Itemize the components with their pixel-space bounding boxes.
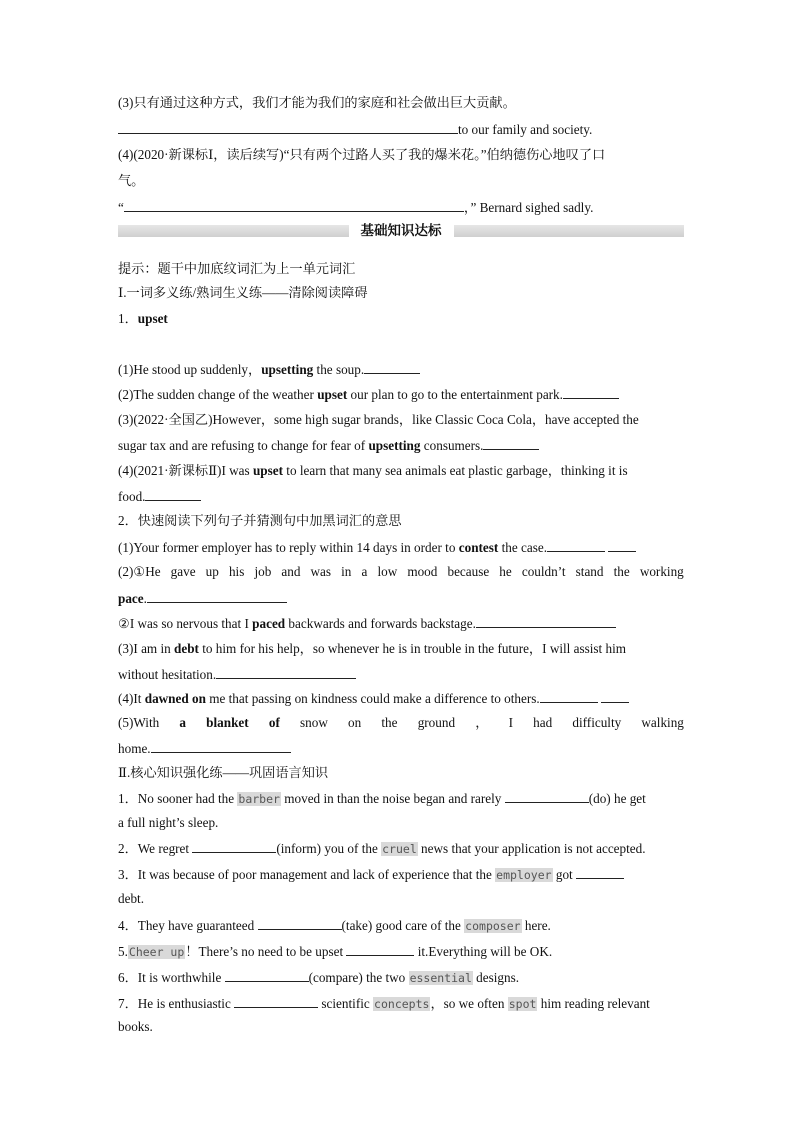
word: his [228,564,245,579]
p2-question-2: 2．We regret (inform) you of the cruel news that your application is not accepted. [118,841,646,856]
word: because [447,564,490,579]
word: a [361,564,368,579]
q1-sentence-4: (4)(2021·新课标Ⅱ)I was upset to learn that many sea animals eat plastic garbage，thinking it is [118,463,628,478]
answer-blank[interactable] [118,120,458,134]
p2-question-3-cont: debt. [118,891,145,906]
answer-blank[interactable] [505,789,589,803]
word: job [254,564,272,579]
word: ground [417,715,456,730]
word: had [533,715,553,730]
answer-blank[interactable] [147,589,287,603]
item-4-answer-line: “ ，” Bernard sighed sadly. [118,200,594,215]
word: the [381,715,398,730]
vocab-highlight: essential [409,971,472,985]
word: I [508,715,513,730]
part-1-heading: Ⅰ.一词多义练/熟词生义练——清除阅读障碍 [118,285,368,300]
answer-blank[interactable] [483,436,539,450]
word: he [499,564,512,579]
section-title: 基础知识达标 [349,223,454,239]
word: gave [170,564,196,579]
answer-blank[interactable] [540,689,598,703]
vocab-highlight: spot [508,997,537,1011]
word: difficulty [572,715,622,730]
answer-blank[interactable] [476,614,616,628]
word: (5)With [118,715,160,730]
word: in [341,564,352,579]
answer-blank[interactable] [151,739,291,753]
word: working [639,564,684,579]
p2-question-6: 6．It is worthwhile (compare) the two essential designs. [118,970,520,985]
q1-sentence-4-cont: food. [118,487,201,506]
answer-blank[interactable] [601,689,629,703]
answer-blank[interactable] [364,360,420,374]
p2-question-1: 1．No sooner had the barber moved in than the noise began and rarely (do) he get [118,791,646,806]
vocab-highlight: composer [465,919,521,933]
p2-question-7-cont: books. [118,1019,153,1034]
p2-question-7: 7．He is enthusiastic scientific concepts，so we often spot him reading relevant [118,996,650,1011]
answer-blank[interactable] [258,916,342,930]
q2-sentence-5-cont: home. [118,739,291,758]
part-2-heading: Ⅱ.核心知识强化练——巩固语言知识 [118,765,329,780]
q2-sentence-5 [118,714,684,732]
vocab-highlight: barber [238,792,280,806]
q2-sentence-2 [118,563,684,581]
item-3-prompt: (3)只有通过这种方式，我们才能为我们的家庭和社会做出巨大贡献。 [118,95,516,110]
answer-blank[interactable] [346,942,414,956]
q2-sentence-1: (1)Your former employer has to reply within 14 days in order to contest the case. [118,538,636,557]
q2-sentence-2-cont: pace. [118,589,287,608]
word: couldn’t [521,564,566,579]
answer-blank[interactable] [192,839,276,853]
answer-blank[interactable] [145,487,201,501]
q2-sentence-3: (3)I am in debt to him for his help，so whenever he is in trouble in the future，I will assist him [118,641,627,656]
q2-sentence-2b: ②I was so nervous that I paced backwards and forwards backstage. [118,614,616,633]
word: walking [641,715,684,730]
word: and [281,564,301,579]
word: the [613,564,630,579]
answer-blank[interactable] [216,665,356,679]
p2-question-5: 5.Cheer up！There’s no need to be upset it.Everything will be OK. [118,944,553,959]
q1-sentence-1: (1)He stood up suddenly，upsetting the soup. [118,360,420,379]
q2-sentence-3-cont: without hesitation. [118,665,356,684]
item-4-prompt-cont: 气。 [118,173,145,188]
answer-blank[interactable] [225,968,309,982]
q1-sentence-2: (2)The sudden change of the weather upset our plan to go to the entertainment park. [118,385,619,404]
question-2-label: 2．快速阅读下列句子并猜测句中加黑词汇的意思 [118,513,402,528]
word: blanket [206,715,249,730]
question-1-label: 1．upset [118,311,168,326]
q2-sentence-4: (4)It dawned on me that passing on kindness could make a difference to others. [118,689,629,708]
word: low [377,564,398,579]
vocab-highlight: Cheer up [128,945,185,959]
word: snow [300,715,328,730]
section-banner [118,221,684,241]
item-3-answer-line: to our family and society. [118,120,592,139]
word: a [179,715,186,730]
vocab-highlight: employer [496,868,552,882]
item-4-prompt: (4)(2020·新课标Ⅰ，读后续写)“只有两个过路人买了我的爆米花。”伯纳德伤心地叹了口 [118,147,606,162]
answer-blank[interactable] [234,994,318,1008]
word: up [205,564,219,579]
vocab-highlight: cruel [382,842,417,856]
answer-blank[interactable] [576,865,624,879]
word: ， [475,715,489,730]
word: stand [575,564,604,579]
answer-blank[interactable] [563,385,619,399]
p2-question-4: 4．They have guaranteed (take) good care of the composer here. [118,918,551,933]
word: mood [407,564,438,579]
word: of [268,715,280,730]
word: on [348,715,362,730]
q1-sentence-3: (3)(2022·全国乙)However，some high sugar brands，like Classic Coca Cola，have accepted the [118,412,639,427]
word: was [310,564,332,579]
answer-blank[interactable] [547,538,605,552]
vocab-highlight: concepts [374,997,430,1011]
p2-question-1-cont: a full night’s sleep. [118,815,219,830]
answer-blank[interactable] [124,198,464,212]
hint-text: 提示：题干中加底纹词汇为上一单元词汇 [118,261,356,276]
q1-sentence-3-cont: sugar tax and are refusing to change for fear of upsetting consumers. [118,436,539,455]
word: (2)①He [118,564,161,579]
answer-blank[interactable] [608,538,636,552]
p2-question-3: 3．It was because of poor management and lack of experience that the employer got [118,865,624,884]
